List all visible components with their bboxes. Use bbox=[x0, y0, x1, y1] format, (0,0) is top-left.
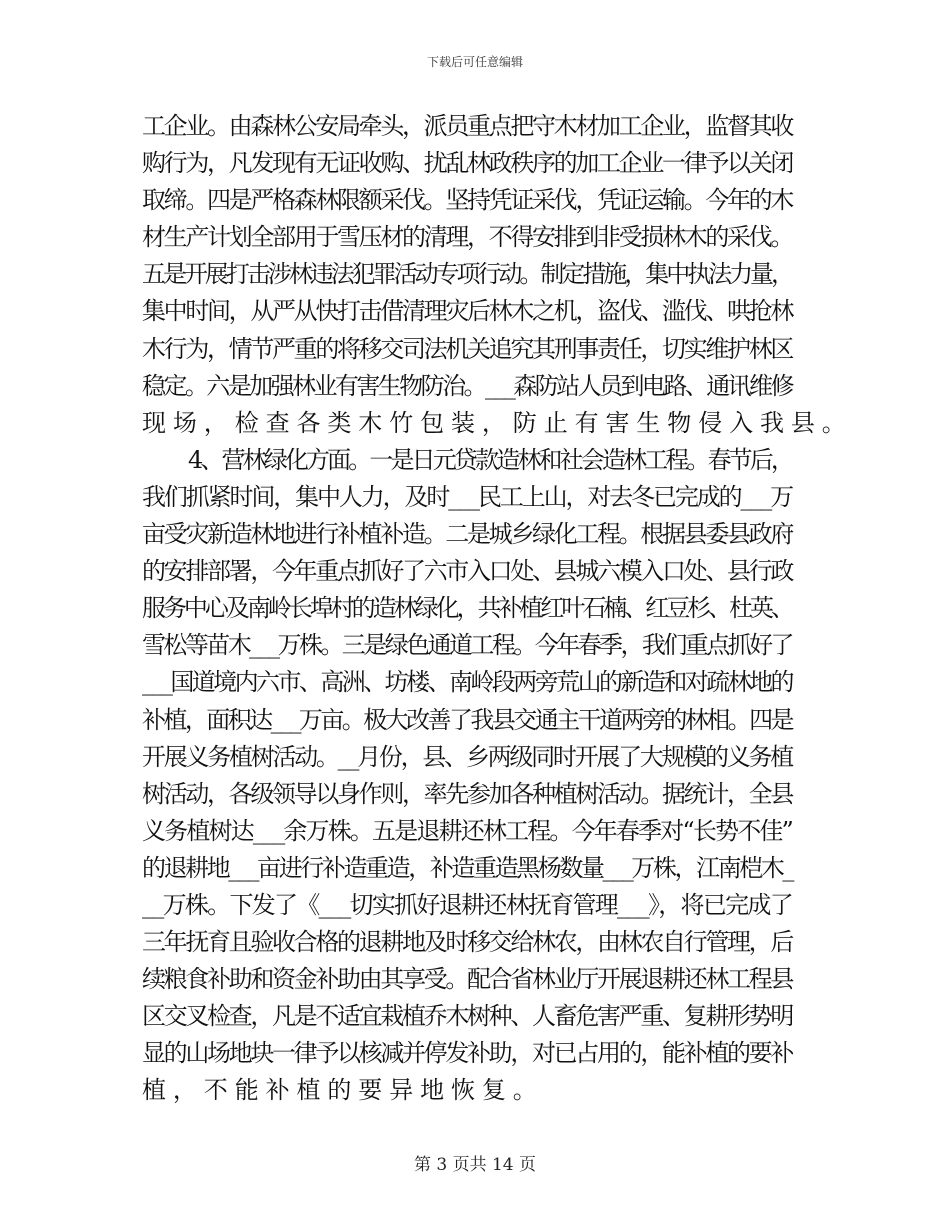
document-body bbox=[142, 108, 853, 1110]
text-line: 工企业。由森林公安局牵头，派员重点把守木材加工企业，监督其收 bbox=[142, 112, 792, 140]
text-line: 取缔。四是严格森林限额采伐。坚持凭证采伐，凭证运输。今年的木 bbox=[142, 186, 792, 215]
text-line: 树活动，各级领导以身作则，率先参加各种植树活动。据统计，全县 bbox=[142, 779, 792, 808]
text-line: 开展义务植树活动。__月份，县、乡两级同时开展了大规模的义务植 bbox=[142, 742, 792, 771]
paragraph-2-afforestation bbox=[142, 442, 792, 1110]
paragraph-1 bbox=[142, 108, 853, 442]
text-line: 三年抚育且验收合格的退耕地及时移交给林农，由林农自行管理，后 bbox=[142, 928, 792, 957]
text-line: 4、营林绿化方面。一是日元贷款造林和社会造林工程。春节后， bbox=[188, 445, 792, 474]
text-line: 义务植树达___余万株。五是退耕还林工程。今年春季对“长势不佳” bbox=[142, 816, 792, 845]
text-line: 显的山场地块一律予以核减并停发补助，对已占用的，能补植的要补 bbox=[142, 1039, 792, 1068]
text-line: 集中时间，从严从快打击借清理灾后林木之机，盗伐、滥伐、哄抢林 bbox=[142, 297, 792, 326]
page-number-footer: 第 3 页共 14 页 bbox=[413, 1155, 537, 1175]
text-line: 稳定。六是加强林业有害生物防治。___森防站人员到电路、通讯维修 bbox=[142, 371, 792, 400]
text-line: 的安排部署，今年重点抓好了六市入口处、县城六模入口处、县行政 bbox=[142, 557, 792, 586]
text-line: 现场，检查各类木竹包装，防止有害生物侵入我县。 bbox=[142, 408, 853, 437]
text-line: 区交叉检查，凡是不适宜栽植乔木树种、人畜危害严重、复耕形势明 bbox=[142, 1002, 792, 1031]
text-line: 雪松等苗木___万株。三是绿色通道工程。今年春季，我们重点抓好了 bbox=[142, 631, 792, 660]
text-line: 植，不能补植的要异地恢复。 bbox=[142, 1076, 544, 1105]
text-line: 续粮食补助和资金补助由其享受。配合省林业厅开展退耕还林工程县 bbox=[142, 965, 792, 994]
text-line: 材生产计划全部用于雪压材的清理，不得安排到非受损林木的采伐。 bbox=[142, 223, 792, 252]
text-line: 的退耕地___亩进行补造重造，补造重造黑杨数量___万株，江南桤木_ bbox=[142, 853, 792, 882]
text-line: 服务中心及南岭长埠村的造林绿化，共补植红叶石楠、红豆杉、杜英、 bbox=[142, 594, 792, 623]
text-line: 五是开展打击涉林违法犯罪活动专项行动。制定措施，集中执法力量， bbox=[142, 260, 792, 289]
text-line: ___国道境内六市、高洲、坊楼、南岭段两旁荒山的新造和对疏林地的 bbox=[142, 668, 792, 697]
text-line: 木行为，情节严重的将移交司法机关追究其刑事责任，切实维护林区 bbox=[142, 334, 792, 363]
text-line: 我们抓紧时间，集中人力，及时___民工上山，对去冬已完成的___万 bbox=[142, 482, 792, 511]
text-line: 亩受灾新造林地进行补植补造。二是城乡绿化工程。根据县委县政府 bbox=[142, 520, 792, 549]
page-header: 下载后可任意编辑 bbox=[426, 55, 523, 69]
text-line: 购行为，凡发现有无证收购、扰乱林政秩序的加工企业一律予以关闭 bbox=[142, 149, 792, 178]
text-line: 补植，面积达___万亩。极大改善了我县交通主干道两旁的林相。四是 bbox=[142, 705, 792, 734]
text-line: __万株。下发了《___切实抓好退耕还林抚育管理___》，将已完成了 bbox=[142, 890, 792, 919]
